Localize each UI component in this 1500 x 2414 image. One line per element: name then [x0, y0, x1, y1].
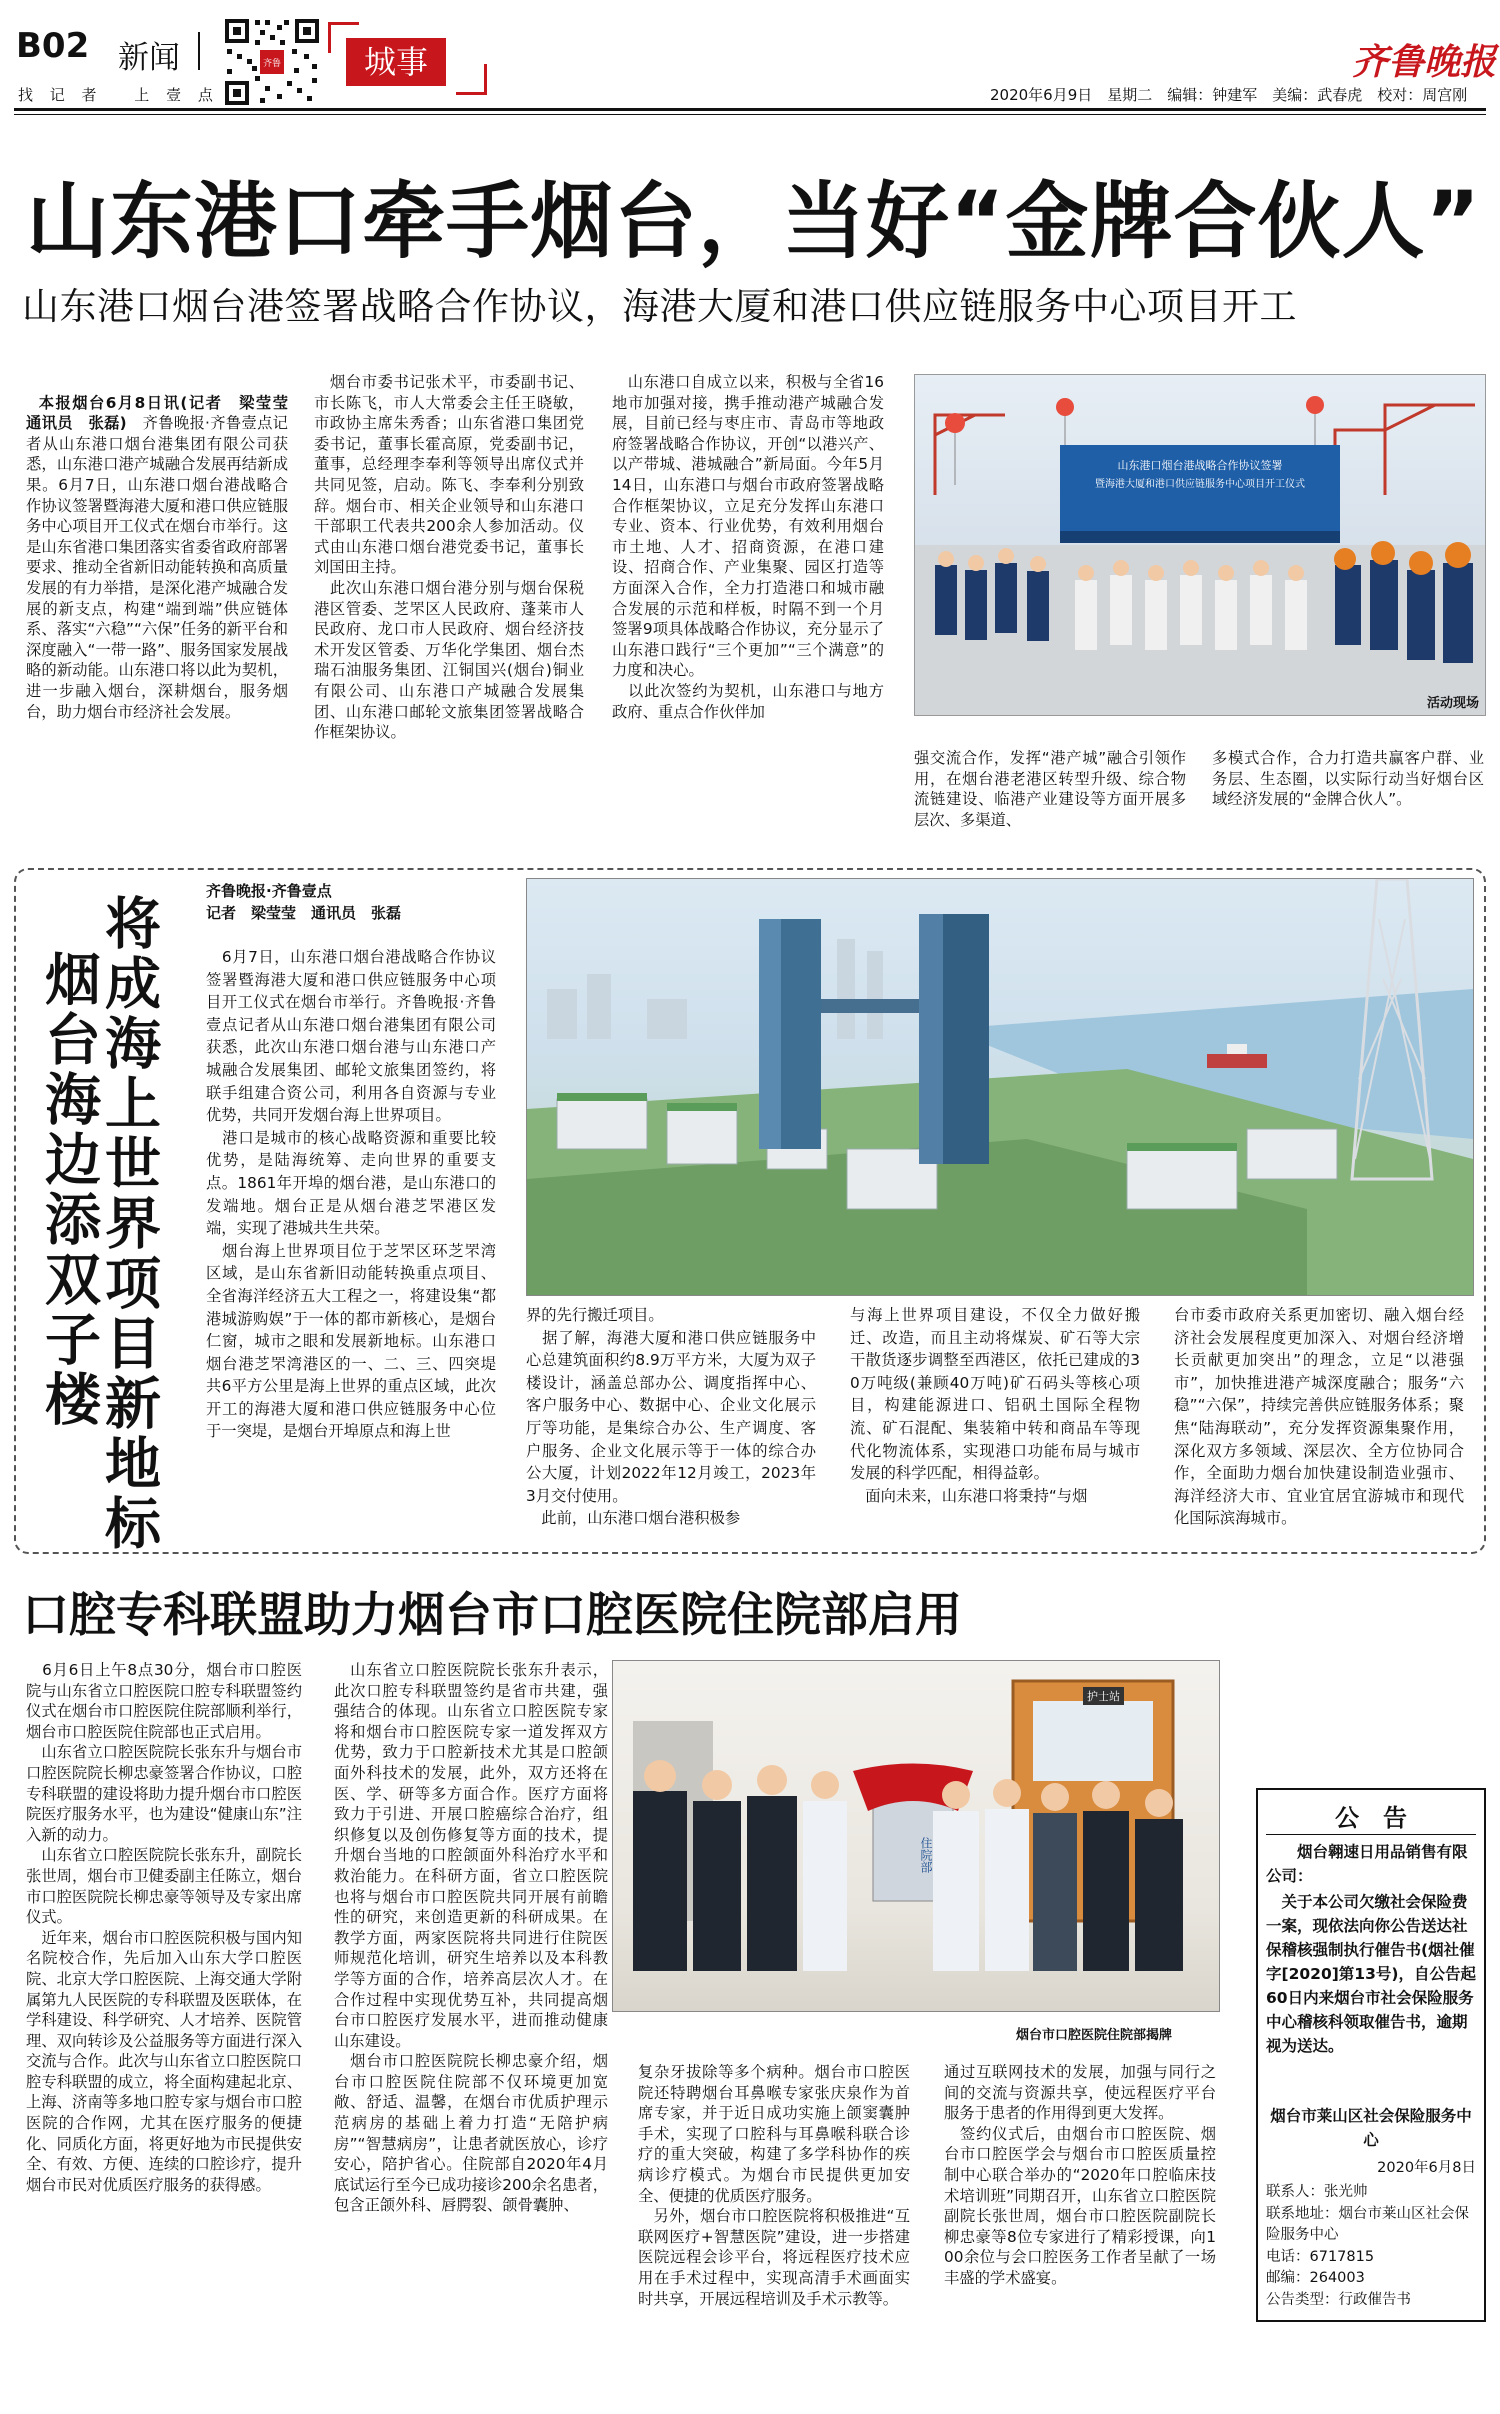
hospital-plaque: 住院部 — [919, 1837, 933, 1873]
event-banner-line2: 暨海港大厦和港口供应链服务中心项目开工仪式 — [1095, 479, 1305, 490]
notice-body: 关于本公司欠缴社会保险费一案，现依法向你公告送达社保稽核强制执行催告书(烟社催字[2020]第13号)，自公告起60日内来烟台市社会保险服务中心稽核科领取催告书，逾期视为送达。 — [1266, 1893, 1476, 2055]
notice-date: 2020年6月8日 — [1377, 2160, 1476, 2176]
notice-title-rule — [1266, 1834, 1476, 1835]
hospital-door-sign: 护士站 — [1083, 1687, 1124, 1705]
story1-headline: 山东港口牵手烟台，当好“金牌合伙人” — [26, 173, 1482, 270]
story1-col1-text: 齐鲁晚报·齐鲁壹点记者从山东港口烟台港集团有限公司获悉，山东港口港产城融合发展再结新成果。6月7日，山东港口烟台港战略合作协议签署暨海港大厦和港口供应链服务中心项目开工仪式在烟台市举行。这是山东省港口集团落实省委省政府部署要求、推动全省新旧动能转换和高质量发展的有力举措，是深化港产城融合发展的新支点，构建“端到端”供应链体系、落实“六稳”“六保”任务的新平台和深度融入“一带一路”、服务国家发展战略的新动能。山东港口将以此为契机，进一步融入烟台，深耕烟台，服务烟台，助力烟台市经济社会发展。 — [26, 414, 288, 721]
story3-col3: 复杂牙拔除等多个病种。烟台市口腔医院还特聘烟台耳鼻喉专家张庆泉作为首席专家，并于近日成功实施上颌窦囊肿手术，实现了口腔科与耳鼻喉科联合诊疗的重大突破，构建了多学科协作的疾病诊疗模式。为烟台市民提供更加安全、便捷的优质医疗服务。 另外，烟台市口腔医院将积极推进“互联网医疗+智慧医院”建设，进一步搭建医院远程会诊平台，将远程医疗技术应用在手术过程中，实现高清手术画面实时共享，开展远程培训及手术示教等。 — [638, 2063, 910, 2308]
tower-scene — [527, 879, 1473, 1295]
story1-col4: 强交流合作，发挥“港产城”融合引领作用，在烟台港老港区转型升级、综合物流链建设、临港产业建设等方面开展多层次、多渠道、 — [914, 749, 1186, 829]
channel-tag[interactable]: 城事 — [346, 38, 446, 86]
story2-byline-1: 齐鲁晚报·齐鲁壹点 — [206, 882, 332, 900]
story1-col5: 多模式合作，合力打造共赢客户群、业务层、生态圈，以实际行动当好烟台区域经济发展的“金牌合伙人”。 — [1212, 749, 1484, 809]
masthead-divider — [198, 32, 200, 70]
paper-logo: 齐鲁晚报 — [1352, 41, 1497, 83]
notice-addressee: 烟台翱速日用品销售有限公司： — [1266, 1843, 1468, 1885]
event-banner-line1: 山东港口烟台港战略合作协议签署 — [1117, 459, 1283, 472]
channel-corner-bottom — [456, 64, 487, 95]
story1-subhead: 山东港口烟台港签署战略合作协议，海港大厦和港口供应链服务中心项目开工 — [22, 285, 1297, 328]
channel-box — [328, 22, 488, 92]
story2-col2: 界的先行搬迁项目。 据了解，海港大厦和港口供应链服务中心总建筑面积约8.9万平方米，大厦为双子楼设计，涵盖总部办公、调度指挥中心、客户服务中心、数据中心、企业文化展示厅等功能，是集综合办公、生产调度、客户服务、企业文化展示等于一体的综合办公大厦，计划2022年12月竣工，2023年3月交付使用。 此前，山东港口烟台港积极参 — [526, 1306, 816, 1528]
page-number: B02 — [16, 26, 90, 66]
story2-col3: 与海上世界项目建设，不仅全力做好搬迁、改造，而且主动将煤炭、矿石等大宗干散货逐步调整至西港区，依托已建成的30万吨级(兼顾40万吨)矿石码头等核心项目，构建能源进口、铝矾土国际全程物流、矿石混配、集装箱中转和商品车等现代化物流体系，实现港口功能布局与城市发展的科学匹配，相得益彰。 面向未来，山东港口将秉持“与烟 — [850, 1306, 1140, 1505]
story2-byline-2: 记者 梁莹莹 通讯员 张磊 — [206, 904, 402, 922]
event-photo — [914, 374, 1486, 716]
hospital-scene — [613, 1661, 1219, 2011]
section-name: 新闻 — [118, 40, 180, 76]
story2-col1: 6月7日，山东港口烟台港战略合作协议签署暨海港大厦和港口供应链服务中心项目开工仪式在烟台市举行。齐鲁晚报·齐鲁壹点记者从山东港口烟台港集团有限公司获悉，此次山东港口烟台港与山东港口产城融合发展集团、邮轮文旅集团签约，将联手组建合资公司，利用各自资源与专业优势，共同开发烟台海上世界项目。 港口是城市的核心战略资源和重要比较优势，是陆海统筹、走向世界的重要支点。1861年开埠的烟台港，是山东港口的发端地。烟台正是从烟台港芝罘港区发端，实现了港城共生共荣。 烟台海上世界项目位于芝罘区环芝罘湾区域，是山东省新旧动能转换重点项目、全省海洋经济五大工程之一，将建设集“都港城游购娱”于一体的都市新核心，是烟台仁窗，城市之眼和发展新地标。山东港口烟台港芝罘湾港区的一、二、三、四突堤共6平方公里是海上世界的重点区域，此次开工的海港大厦和港口供应链服务中心位于一突堤，是烟台开埠原点和海上世 — [206, 948, 496, 1441]
notice-box — [1256, 1788, 1486, 2322]
story1-col2: 烟台市委书记张术平，市委副书记、市长陈飞，市人大常委会主任王晓敏，市政协主席朱秀香；山东省港口集团党委书记，董事长霍高原，党委副书记，董事，总经理李奉利等领导出席仪式并共同见签，启动。陈飞、李奉利分别致辞。烟台市、相关企业领导和山东港口干部职工代表共200余人参加活动。仪式由山东港口烟台港党委书记，董事长刘国田主持。 此次山东港口烟台港分别与烟台保税港区管委、芝罘区人民政府、蓬莱市人民政府、龙口市人民政府、烟台经济技术开发区管委、万华化学集团、烟台杰瑞石油服务集团、江铜国兴(烟台)铜业有限公司、山东港口产城融合发展集团、山东港口邮轮文旅集团签署战略合作框架协议。 — [314, 373, 584, 742]
story3-col2: 山东省立口腔医院院长张东升表示，此次口腔专科联盟签约是省市共建，强强结合的体现。山东省立口腔医院专家将和烟台市口腔医院专家一道发挥双方优势，致力于口腔新技术尤其是口腔颌面外科技术的发展，此外，双方还将在医、学、研等多方面合作。医疗方面将致力于引进、开展口腔癌综合治疗，组织修复以及创伤修复等方面的技术，提升烟台当地的口腔颌面外科治疗水平和救治能力。在科研方面，省立口腔医院也将与烟台市口腔医院共同开展有前瞻性的研究，来创造更新的科研成果。在教学方面，两家医院将共同进行住院医师规范化培训，研究生培养以及本科教学等方面的合作，培养高层次人才。在合作过程中实现优势互补，共同提高烟台市口腔医疗发展水平，进而推动健康山东建设。 烟台市口腔医院院长柳忠豪介绍，烟台市口腔医院住院部不仅环境更加宽敞、舒适、温馨，在烟台市优质护理示范病房的基础上着力打造“无陪护病房”“智慧病房”，让患者就医放心，诊疗安心，陪护省心。住院部自2020年4月底试运行至今已成功接诊200余名患者，包含正颌外科、唇腭裂、颌骨囊肿、 — [334, 1661, 608, 2215]
masthead — [0, 0, 1500, 132]
story2-col4: 台市委市政府关系更加密切、融入烟台经济社会发展程度更加深入、对烟台经济增长贡献更加突出”的理念，立足“以港强市”，加快推进港产城深度融合；服务“六稳”“六保”，持续完善供应链服务体系；聚焦“陆海联动”，充分发挥资源集聚作用，深化双方多领域、深层次、全方位协同合作，全面助力烟台加快建设制造业强市、海洋经济大市、宜业宜居宜游城市和现代化国际滨海城市。 — [1174, 1306, 1464, 1528]
hospital-photo — [612, 1660, 1220, 2012]
story1-col3: 山东港口自成立以来，积极与全省16地市加强对接，携手推动港产城融合发展，目前已经与枣庄市、青岛市等地政府签署战略合作协议，开创“以港兴产、以产带城、港城融合”新局面。今年5月14日，山东港口与烟台市政府签署战略合作框架协议，立足充分发挥山东港口专业、资本、行业优势，有效利用烟台市土地、人才、招商资源，在港口建设、招商合作、产业集聚、园区打造等方面深入合作，全力打造港口和城市融合发展的示范和样板，时隔不到一个月签署9项具体战略合作协议，充分显示了山东港口践行“三个更加”“三个满意”的力度和决心。 以此次签约为契机，山东港口与地方政府、重点合作伙伴加 — [612, 373, 884, 721]
qr-code[interactable] — [222, 16, 322, 108]
story3-col1: 6月6日上午8点30分，烟台市口腔医院与山东省立口腔医院口腔专科联盟签约仪式在烟台市口腔医院住院部顺利举行，烟台市口腔医院住院部也正式启用。 山东省立口腔医院院长张东升与烟台市口腔医院院长柳忠豪签署合作协议，口腔专科联盟的建设将助力提升烟台市口腔医院医疗服务水平，也为建设“健康山东”注入新的动力。 山东省立口腔医院院长张东升，副院长张世周，烟台市卫健委副主任陈立，烟台市口腔医院院长柳忠豪等领导及专家出席仪式。 近年来，烟台市口腔医院积极与国内知名院校合作，先后加入山东大学口腔医院、北京大学口腔医院、上海交通大学附属第九人民医院的专科联盟及医联体，在学科建设、科学研究、人才培养、医院管理、双向转诊及公益服务等方面进行深入交流与合作。此次与山东省立口腔医院口腔专科联盟的成立，将全面构建起北京、上海、济南等多地口腔专家与烟台市口腔医院的合作网，尤其在医疗服务的便捷化、同质化方面，将更好地为市民提供安全、有效、方便、连续的口腔诊疗，提升烟台市民对优质医疗服务的获得感。 — [26, 1661, 302, 2194]
masthead-rule — [14, 108, 1486, 111]
story2-vertical-title-1: 将成海上世界项目新地标 — [96, 894, 161, 1554]
notice-signer: 烟台市莱山区社会保险服务中心 — [1270, 2107, 1472, 2149]
story2-vertical-title-2: 烟台海边添双子楼 — [36, 950, 101, 1430]
tower-rendering — [526, 878, 1474, 1296]
story1-col1 — [26, 372, 304, 722]
story3-col4: 通过互联网技术的发展，加强与同行之间的交流与资源共享，使远程医疗平台服务于患者的作用得到更大发挥。 签约仪式后，由烟台市口腔医院、烟台市口腔医学会与烟台市口腔医质量控制中心联合举办的“2020年口腔临床技术培训班”同期召开，山东省立口腔医院副院长张世周，烟台市口腔医院副院长柳忠豪等8位专家进行了精彩授课，向100余位与会口腔医务工作者呈献了一场丰盛的学术盛宴。 — [944, 2063, 1216, 2287]
event-scene — [915, 375, 1485, 715]
slogan: 找 记 者 上 壹 点 — [18, 86, 219, 104]
dateline: 2020年6月9日 星期二 编辑：钟建军 美编：武春虎 校对：周宫刚 — [990, 86, 1468, 104]
story1-dateline: 本报烟台6月8日讯(记者 梁莹莹 通讯员 张磊) — [26, 393, 304, 433]
story3-headline: 口腔专科联盟助力烟台市口腔医院住院部启用 — [22, 1588, 962, 1643]
masthead-rule-thin — [14, 114, 1486, 115]
notice-title: 公 告 — [1335, 1804, 1407, 1832]
event-photo-caption: 活动现场 — [1426, 696, 1479, 711]
hospital-photo-caption: 烟台市口腔医院住院部揭牌 — [1016, 2028, 1173, 2043]
notice-contact: 联系人：张光帅 联系地址：烟台市莱山区社会保险服务中心 电话：6717815 邮编：264003 公告类型：行政催告书 — [1266, 2184, 1469, 2308]
svg-text:齐鲁: 齐鲁 — [262, 59, 282, 69]
